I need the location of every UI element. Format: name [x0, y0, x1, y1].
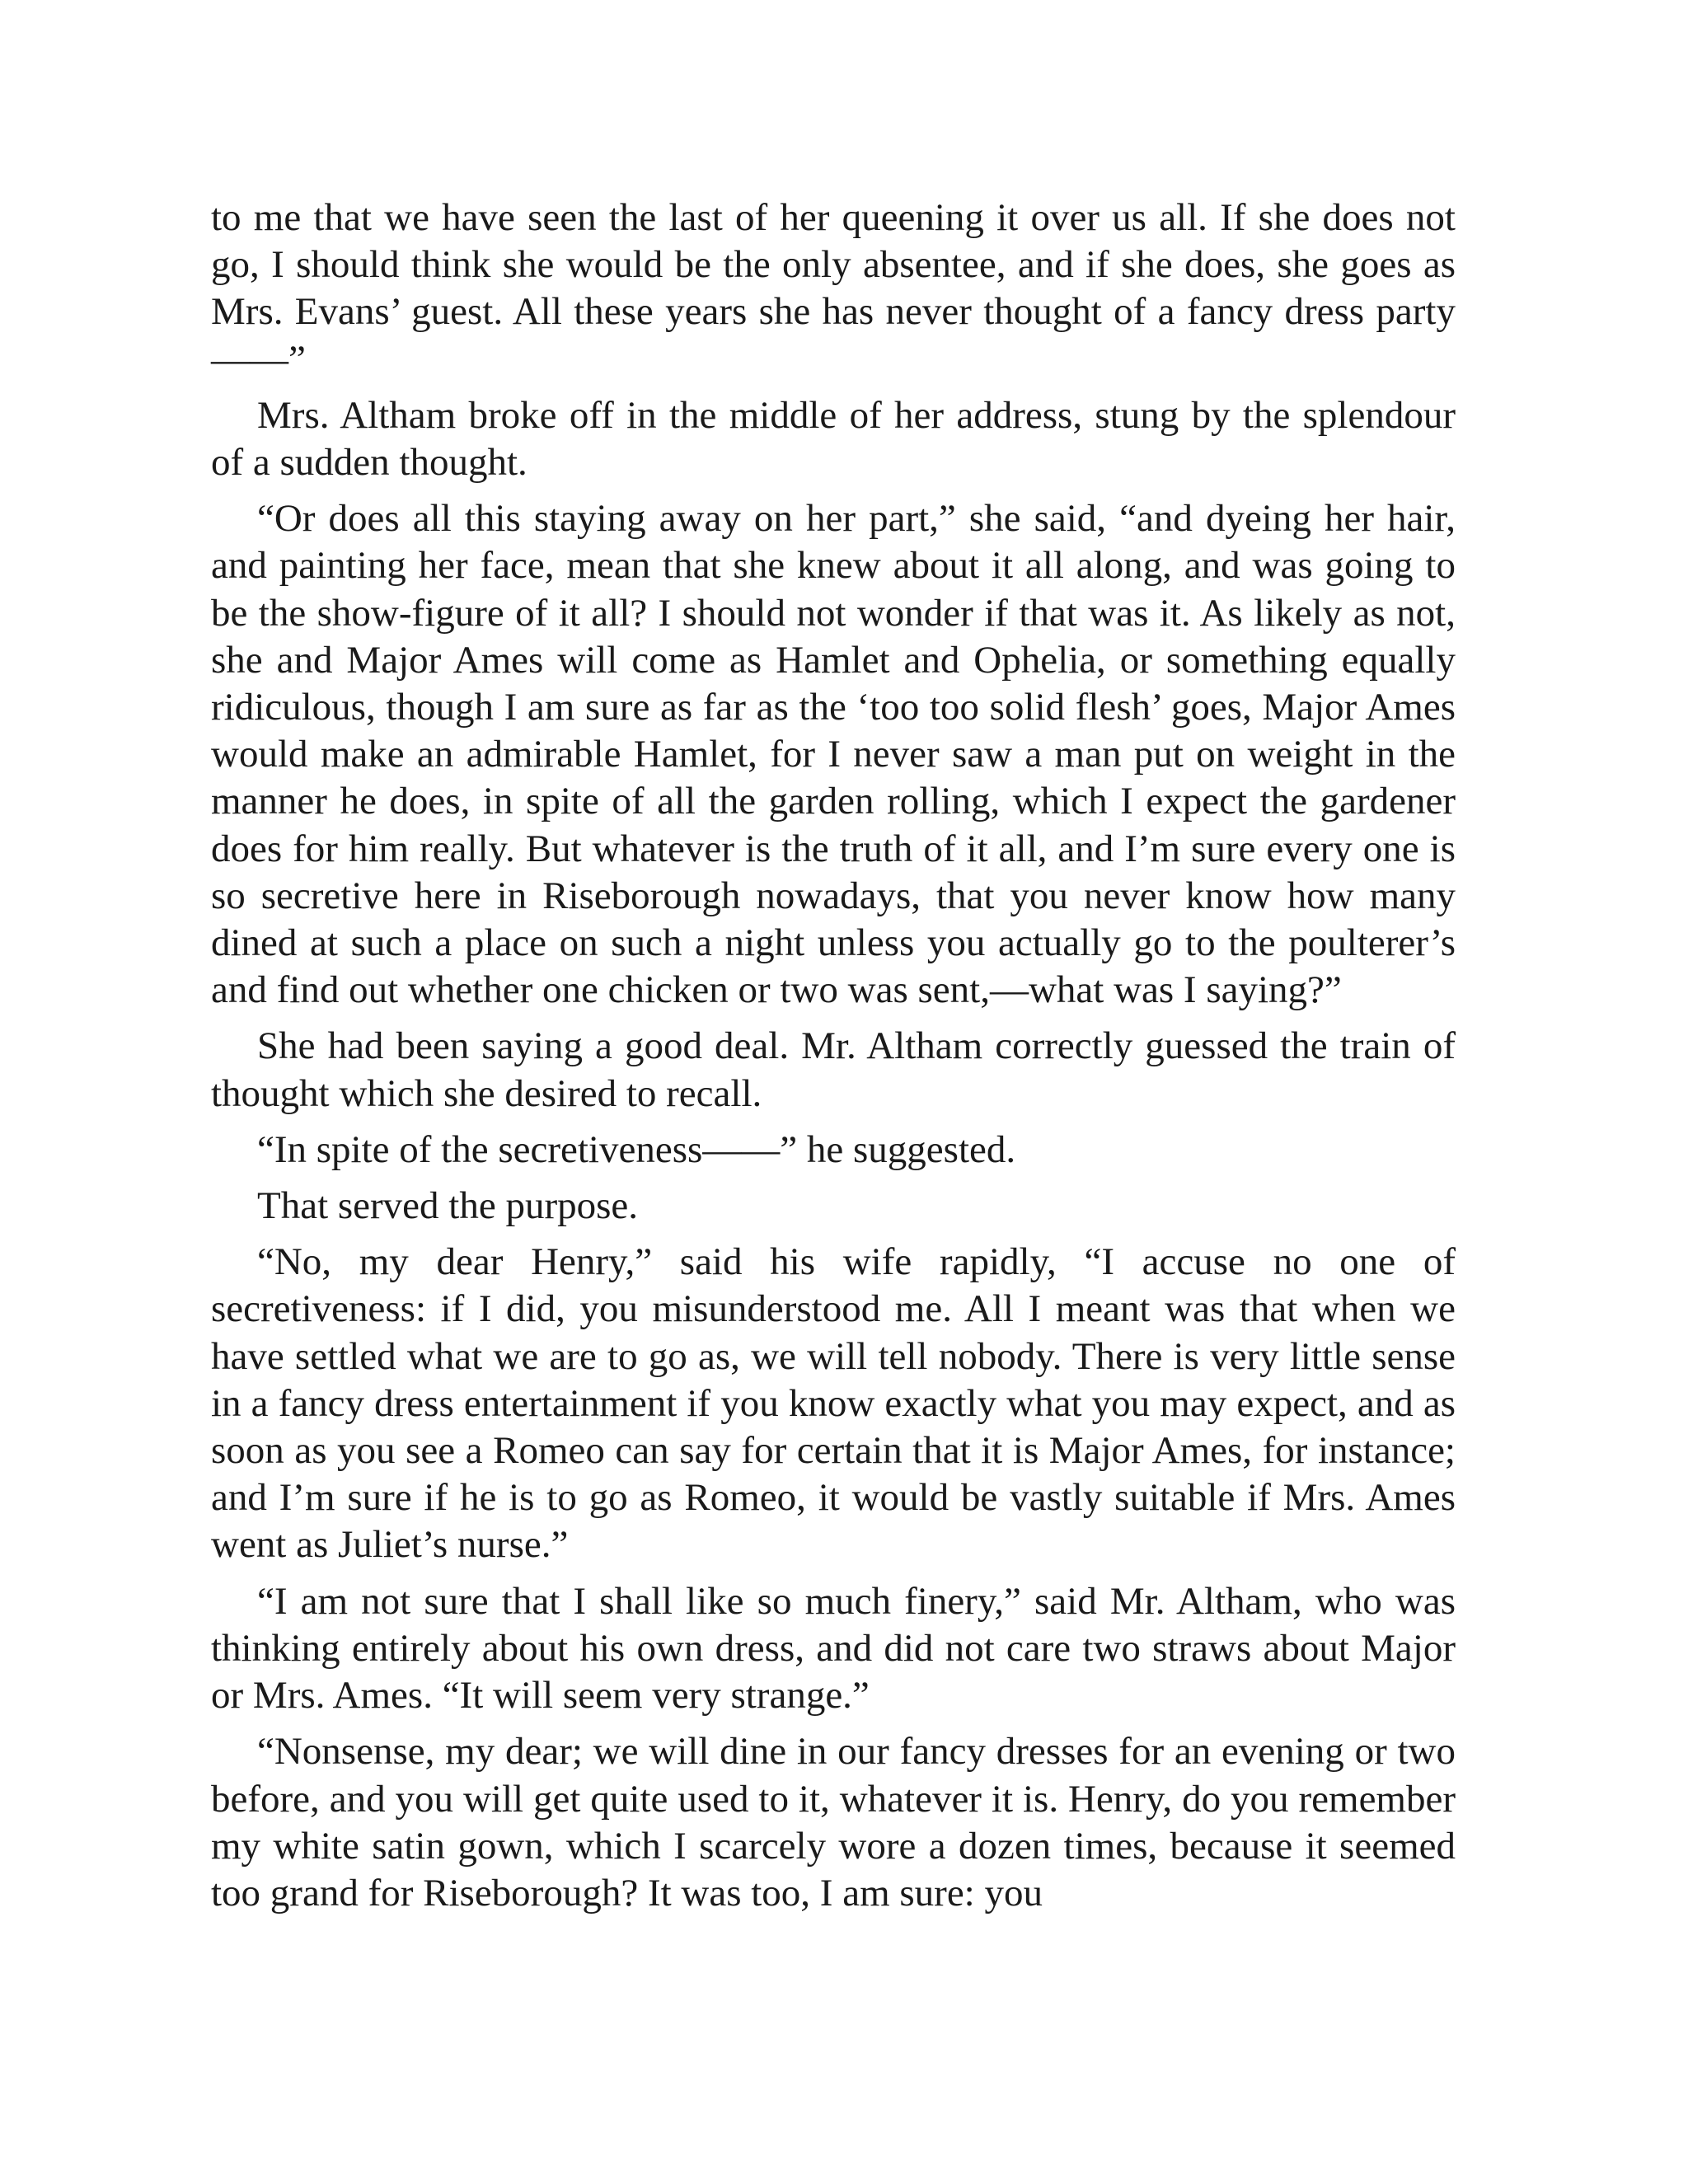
paragraph-1: to me that we have seen the last of her queening it over us all. If she does not go, I should think she would be the only absentee, and if she does, she goes as Mrs. Evans’ guest. All these years she has never thought of a fancy dress party——” — [211, 196, 1456, 381]
paragraph-3: “Or does all this staying away on her part,” she said, “and dyeing her hair, and painting her face, mean that she knew about it all along, and was going to be the show-figure of it all? I should not wonder if that was it. As likely as not, she and Major Ames will come as Hamlet and Ophelia, or something equally ridiculous, though I am sure as far as the ‘too too solid flesh’ goes, Major Ames would make an admirable Hamlet, for I never saw a man put on weight in the manner he does, in spite of all the garden rolling, which I expect the gardener does for him really. But whatever is the truth of it all, and I’m sure every one is so secretive here in Riseborough nowadays, that you never know how many dined at such a place on such a night unless you actually go to the poulterer’s and find out whether one chicken or two was sent,—what was I saying?” — [211, 497, 1456, 1012]
paragraph-2: Mrs. Altham broke off in the middle of her address, stung by the splendour of a sudden thought. — [211, 393, 1456, 485]
paragraph-7: “No, my dear Henry,” said his wife rapidly, “I accuse no one of secretiveness: if I did, you misunderstood me. All I meant was that when we have settled what we are to go as, we will tell nobody. There is very little sense in a fancy dress entertainment if you know exactly what you may expect, and as soon as you see a Romeo can say for certain that it is Major Ames, for instance; and I’m sure if he is to go as Romeo, it would be vastly suitable if Mrs. Ames went as Juliet’s nurse.” — [211, 1240, 1456, 1567]
book-page — [211, 194, 1456, 1926]
paragraph-8: “I am not sure that I shall like so much finery,” said Mr. Altham, who was thinking entirely about his own dress, and did not care two straws about Major or Mrs. Ames. “It will seem very strange.” — [211, 1579, 1456, 1718]
paragraph-9: “Nonsense, my dear; we will dine in our fancy dresses for an evening or two before, and you will get quite used to it, whatever it is. Henry, do you remember my white satin gown, which I scarcely wore a dozen times, because it seemed too grand for Riseborough? It was too, I am sure: you — [211, 1730, 1456, 1915]
paragraph-6: That served the purpose. — [257, 1184, 639, 1228]
paragraph-4: She had been saying a good deal. Mr. Altham correctly guessed the train of thought which she desired to recall. — [211, 1024, 1456, 1115]
paragraph-5: “In spite of the secretiveness——” he suggested. — [257, 1127, 1016, 1171]
